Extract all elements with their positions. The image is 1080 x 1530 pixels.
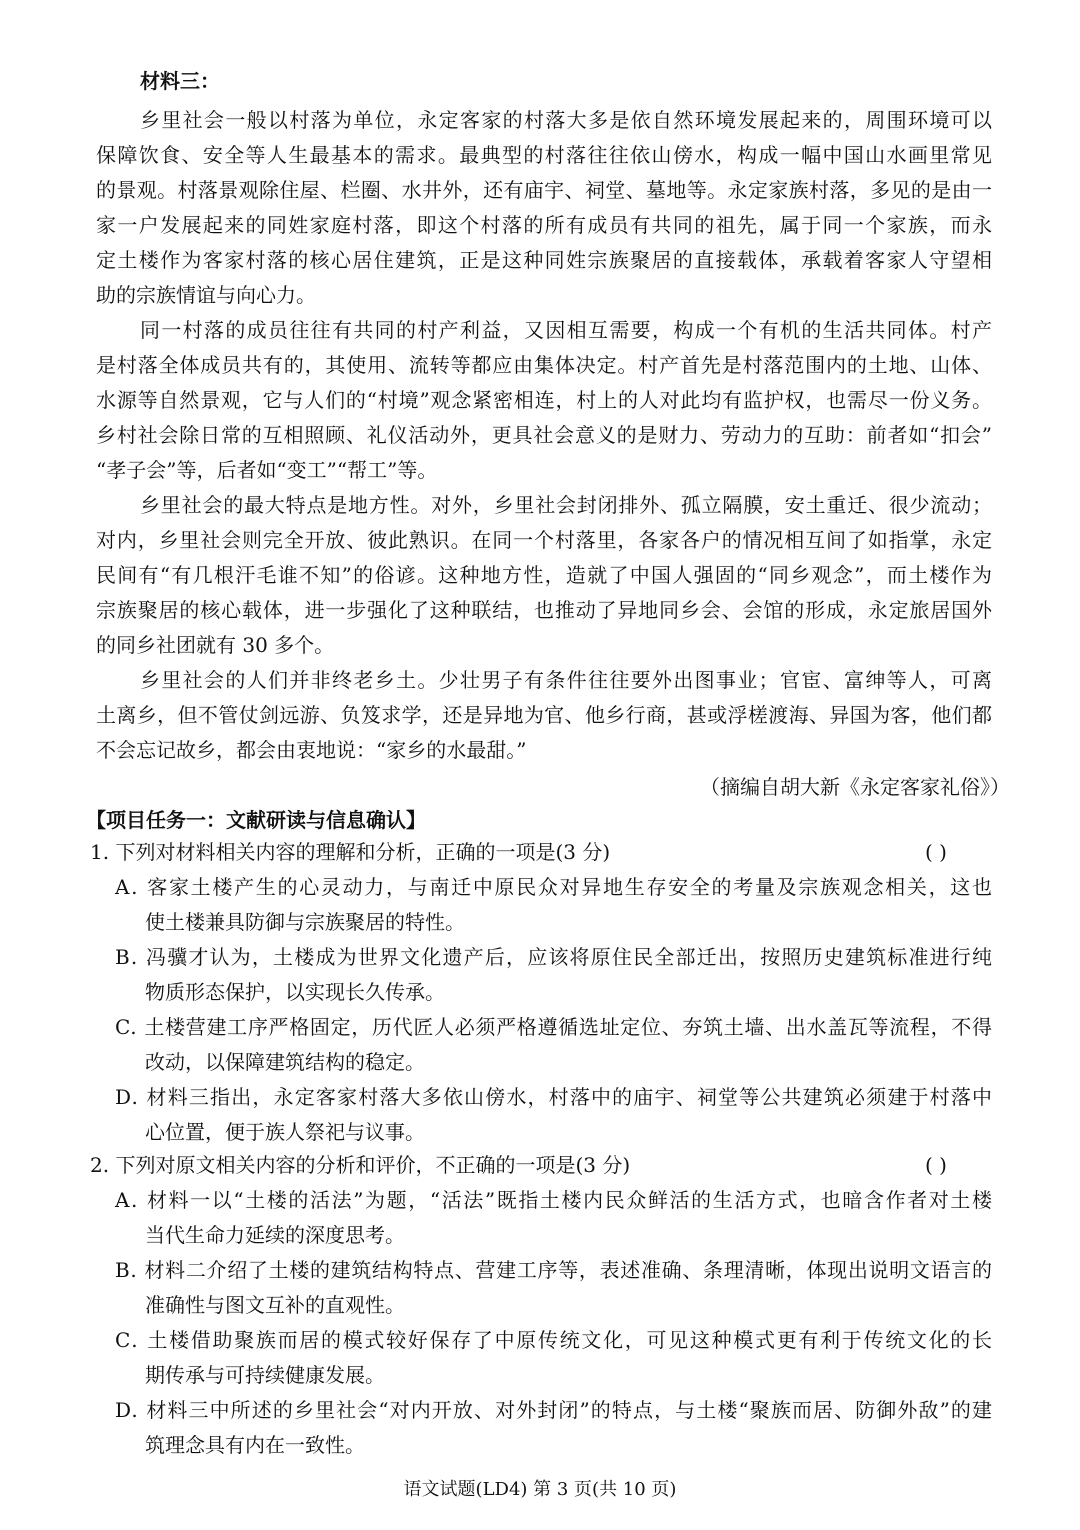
- task-title: 【项目任务一：文献研读与信息确认】: [86, 808, 426, 832]
- paragraph-line: 的景观。村落景观除住屋、栏圈、水井外，还有庙宇、祠堂、墓地等。永定家族村落，多见的是由一: [96, 178, 993, 202]
- option-1c-cont: 改动，以保障建筑结构的稳定。: [145, 1050, 425, 1074]
- question-stem-2: 2. 下列对原文相关内容的分析和评价，不正确的一项是(3 分): [90, 1153, 631, 1177]
- paragraph-line: 保障饮食、安全等人生最基本的需求。最典型的村落往往依山傍水，构成一幅中国山水画里常见: [96, 143, 994, 167]
- paragraph-line: 民间有“有几根汗毛谁不知”的俗谚。这种地方性，造就了中国人强固的“同乡观念”，而土楼作为: [96, 563, 994, 587]
- paragraph-line: 对内，乡里社会则完全开放、彼此熟识。在同一个村落里，各家各户的情况相互间了如指掌，永定: [96, 528, 993, 552]
- answer-bracket-1[interactable]: ( ): [925, 840, 947, 864]
- paragraph-line: 同一村落的成员往往有共同的村产利益，又因相互需要，构成一个有机的生活共同体。村产: [140, 318, 994, 342]
- option-1a-cont: 使土楼兼具防御与宗族聚居的特性。: [145, 910, 465, 934]
- option-2c: C. 土楼借助聚族而居的模式较好保存了中原传统文化，可见这种模式更有利于传统文化的长: [115, 1328, 994, 1352]
- paragraph-line: 土离乡，但不管仗剑远游、负笈求学，还是异地为官、他乡行商，甚或浮槎渡海、异国为客，他们都: [96, 703, 993, 727]
- option-2d: D. 材料三中所述的乡里社会“对内开放、对外封闭”的特点，与土楼“聚族而居、防御外敌”的建: [115, 1398, 994, 1422]
- paragraph-line: 不会忘记故乡，都会由衷地说：“家乡的水最甜。”: [96, 738, 527, 762]
- option-1d: D. 材料三指出，永定客家村落大多依山傍水，村落中的庙宇、祠堂等公共建筑必须建于村落中: [115, 1085, 994, 1109]
- paragraph-line: 定土楼作为客家村落的核心居住建筑，正是这种同姓宗族聚居的直接载体，承载着客家人守望相: [96, 248, 994, 272]
- option-1c: C. 土楼营建工序严格固定，历代匠人必须严格遵循选址定位、夯筑土墙、出水盖瓦等流程，不得: [115, 1015, 993, 1039]
- paragraph-line: 乡里社会一般以村落为单位，永定客家的村落大多是依自然环境发展起来的，周围环境可以: [140, 108, 994, 132]
- paragraph-line: 乡里社会的人们并非终老乡土。少壮男子有条件往往要外出图事业；官宦、富绅等人，可离: [140, 668, 994, 692]
- paragraph-line: 宗族聚居的核心载体，进一步强化了这种联结，也推动了异地同乡会、会馆的形成，永定旅居国外: [96, 598, 993, 622]
- option-2b: B. 材料二介绍了土楼的建筑结构特点、营建工序等，表述准确、条理清晰，体现出说明文语言的: [115, 1258, 993, 1282]
- page-footer: 语文试题(LD4) 第 3 页(共 10 页): [403, 1479, 677, 1500]
- option-2b-cont: 准确性与图文互补的直观性。: [145, 1293, 405, 1317]
- material-source: （摘编自胡大新《永定客家礼俗》）: [700, 775, 1010, 799]
- option-2d-cont: 筑理念具有内在一致性。: [145, 1433, 365, 1457]
- option-1b-cont: 物质形态保护，以实现长久传承。: [145, 980, 445, 1004]
- paragraph-line: 水源等自然景观，它与人们的“村境”观念紧密相连，村上的人对此均有监护权，也需尽一份义务。: [96, 388, 993, 412]
- option-2c-cont: 期传承与可持续健康发展。: [145, 1363, 385, 1387]
- option-1b: B. 冯骥才认为，土楼成为世界文化遗产后，应该将原住民全部迁出，按照历史建筑标准进行纯: [115, 945, 994, 969]
- paragraph-line: 家一户发展起来的同姓家庭村落，即这个村落的所有成员有共同的祖先，属于同一个家族，而永: [96, 213, 994, 237]
- option-2a: A. 材料一以“土楼的活法”为题，“活法”既指土楼内民众鲜活的生活方式，也暗含作者对土楼: [115, 1188, 994, 1212]
- paragraph-line: 助的宗族情谊与向心力。: [96, 283, 316, 307]
- option-1a: A. 客家土楼产生的心灵动力，与南迁中原民众对异地生存安全的考量及宗族观念相关，这也: [115, 875, 994, 899]
- question-stem-1: 1. 下列对材料相关内容的理解和分析，正确的一项是(3 分): [90, 840, 611, 864]
- paragraph-line: “孝子会”等，后者如“变工”“帮工”等。: [96, 458, 438, 482]
- answer-bracket-2[interactable]: ( ): [925, 1153, 947, 1177]
- option-1d-cont: 心位置，便于族人祭祀与议事。: [145, 1120, 425, 1144]
- paragraph-line: 乡里社会的最大特点是地方性。对外，乡里社会封闭排外、孤立隔膜，安土重迁、很少流动；: [140, 493, 993, 517]
- material-heading: 材料三：: [140, 69, 220, 93]
- option-2a-cont: 当代生命力延续的深度思考。: [145, 1223, 405, 1247]
- paragraph-line: 是村落全体成员共有的，其使用、流转等都应由集体决定。村产首先是村落范围内的土地、山体、: [96, 353, 993, 377]
- paragraph-line: 乡村社会除日常的互相照顾、礼仪活动外，更具社会意义的是财力、劳动力的互助：前者如“扣会”: [96, 423, 993, 447]
- paragraph-line: 的同乡社团就有 30 多个。: [96, 633, 335, 657]
